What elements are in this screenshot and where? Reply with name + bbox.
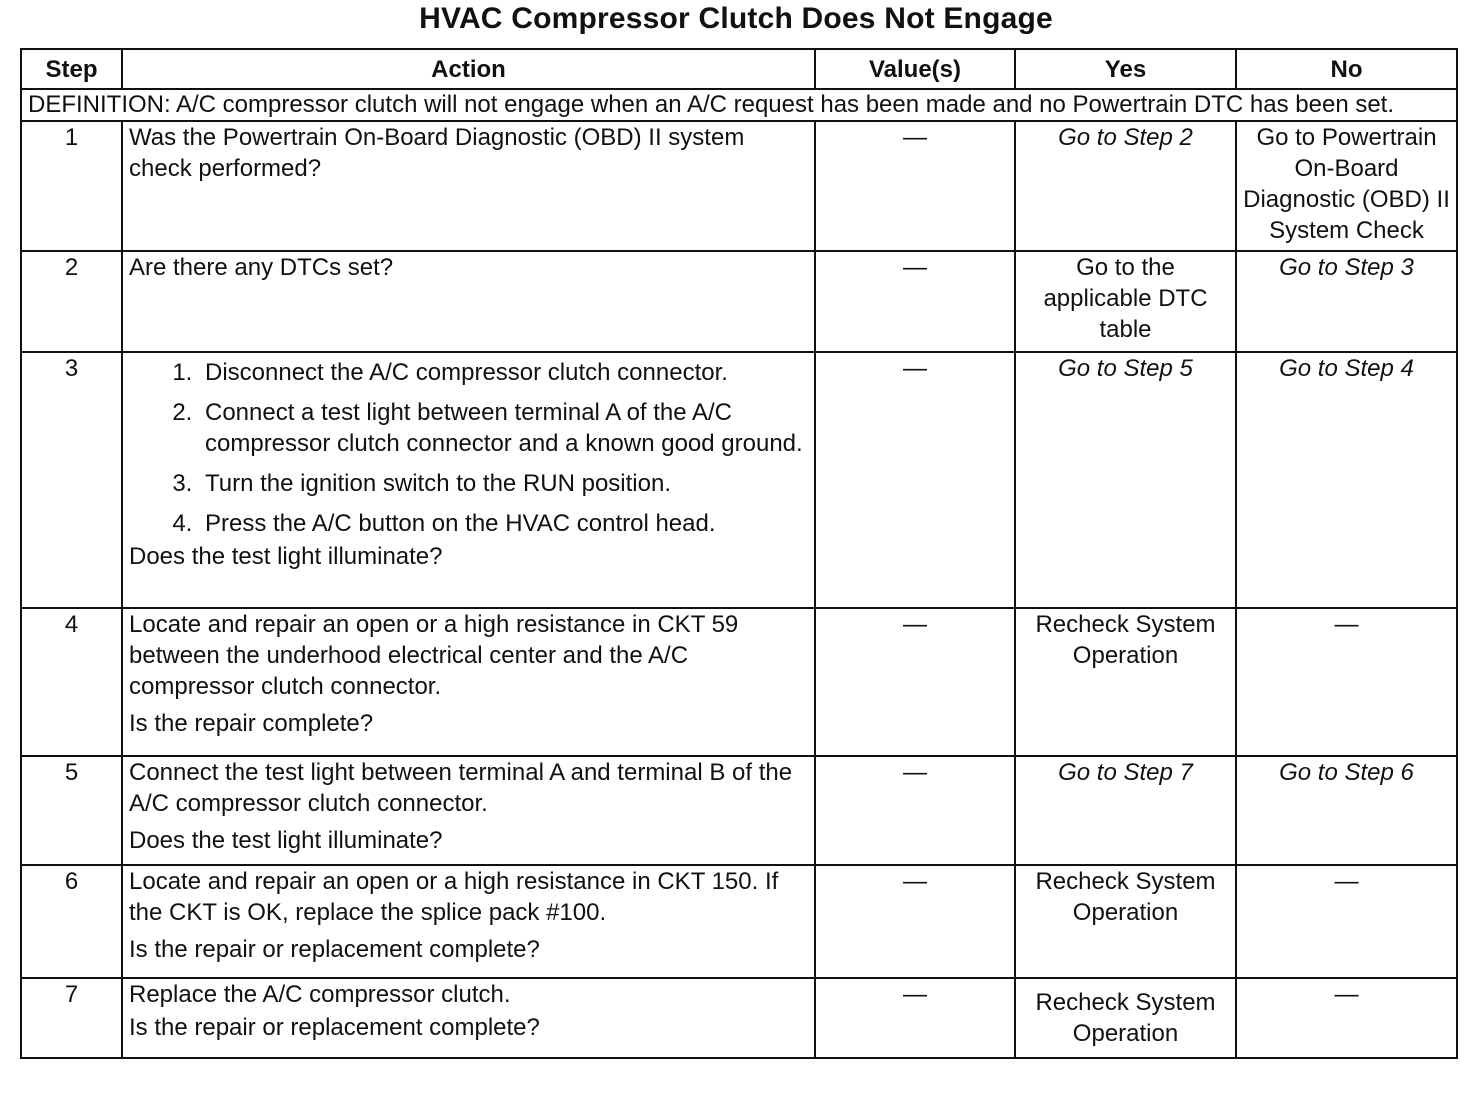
question-text: Does the test light illuminate? xyxy=(129,543,443,570)
header-action: Action xyxy=(122,49,815,89)
table-row xyxy=(21,865,1457,978)
step-number: 7 xyxy=(21,978,122,1058)
action-cell xyxy=(122,608,815,756)
action-cell xyxy=(122,865,815,978)
definition-text: DEFINITION: A/C compressor clutch will not engage when an A/C request has been made and no Powertrain DTC has been set. xyxy=(21,89,1457,121)
yes-cell: Go to the applicable DTC table xyxy=(1015,251,1236,352)
procedure-item: 1. Disconnect the A/C compressor clutch connector. xyxy=(199,357,808,388)
no-cell: Go to Step 3 xyxy=(1236,251,1457,352)
step-number: 5 xyxy=(21,756,122,865)
step-number: 6 xyxy=(21,865,122,978)
table-row xyxy=(21,978,1457,1058)
procedure-item: 4. Press the A/C button on the HVAC control head. xyxy=(199,508,808,539)
no-cell: Go to Step 4 xyxy=(1236,352,1457,608)
action-text: Are there any DTCs set? xyxy=(129,254,394,281)
header-row xyxy=(21,49,1457,89)
no-cell: — xyxy=(1236,608,1457,756)
step-number: 4 xyxy=(21,608,122,756)
yes-cell: Go to Step 5 xyxy=(1015,352,1236,608)
table-row xyxy=(21,756,1457,865)
action-text: Locate and repair an open or a high resistance in CKT 59 between the underhood electrical center and the A/C compressor clutch connector. xyxy=(129,611,739,700)
action-cell xyxy=(122,251,815,352)
step-number: 2 xyxy=(21,251,122,352)
value-cell: — xyxy=(815,756,1015,865)
step-number: 3 xyxy=(21,352,122,608)
value-cell: — xyxy=(815,865,1015,978)
value-cell: — xyxy=(815,251,1015,352)
step-number: 1 xyxy=(21,121,122,251)
definition-row xyxy=(21,89,1457,121)
action-text: Was the Powertrain On-Board Diagnostic (OBD) II system check performed? xyxy=(129,124,745,182)
header-values: Value(s) xyxy=(815,49,1015,89)
yes-cell: Recheck System Operation xyxy=(1015,608,1236,756)
procedure-list xyxy=(129,357,808,539)
yes-cell: Go to Step 2 xyxy=(1015,121,1236,251)
question-text: Is the repair complete? xyxy=(129,710,374,737)
procedure-item: 3. Turn the ignition switch to the RUN position. xyxy=(199,468,808,499)
yes-cell: Recheck System Operation xyxy=(1015,865,1236,978)
page-title: HVAC Compressor Clutch Does Not Engage xyxy=(419,2,1053,35)
action-cell xyxy=(122,352,815,608)
diagnostic-table xyxy=(20,48,1458,1059)
procedure-item: 2. Connect a test light between terminal A of the A/C compressor clutch connector and a known good ground. xyxy=(199,397,808,459)
action-text: Replace the A/C compressor clutch. xyxy=(129,981,511,1008)
action-cell xyxy=(122,121,815,251)
no-cell: — xyxy=(1236,978,1457,1058)
value-cell: — xyxy=(815,352,1015,608)
action-cell xyxy=(122,756,815,865)
table-row xyxy=(21,608,1457,756)
yes-cell: Go to Step 7 xyxy=(1015,756,1236,865)
action-text: Connect the test light between terminal A and terminal B of the A/C compressor clutch connector. xyxy=(129,759,793,817)
value-cell: — xyxy=(815,978,1015,1058)
header-step: Step xyxy=(21,49,122,89)
question-text: Is the repair or replacement complete? xyxy=(129,1014,540,1041)
table-row xyxy=(21,352,1457,608)
value-cell: — xyxy=(815,121,1015,251)
no-cell: Go to Step 6 xyxy=(1236,756,1457,865)
action-cell xyxy=(122,978,815,1058)
header-yes: Yes xyxy=(1015,49,1236,89)
no-cell: Go to Powertrain On-Board Diagnostic (OBD) II System Check xyxy=(1236,121,1457,251)
yes-cell: Recheck System Operation xyxy=(1015,978,1236,1058)
table-row xyxy=(21,251,1457,352)
table-row xyxy=(21,121,1457,251)
question-text: Is the repair or replacement complete? xyxy=(129,936,540,963)
question-text: Does the test light illuminate? xyxy=(129,827,443,854)
header-no: No xyxy=(1236,49,1457,89)
action-text: Locate and repair an open or a high resistance in CKT 150. If the CKT is OK, replace the splice pack #100. xyxy=(129,868,779,926)
value-cell: — xyxy=(815,608,1015,756)
no-cell: — xyxy=(1236,865,1457,978)
